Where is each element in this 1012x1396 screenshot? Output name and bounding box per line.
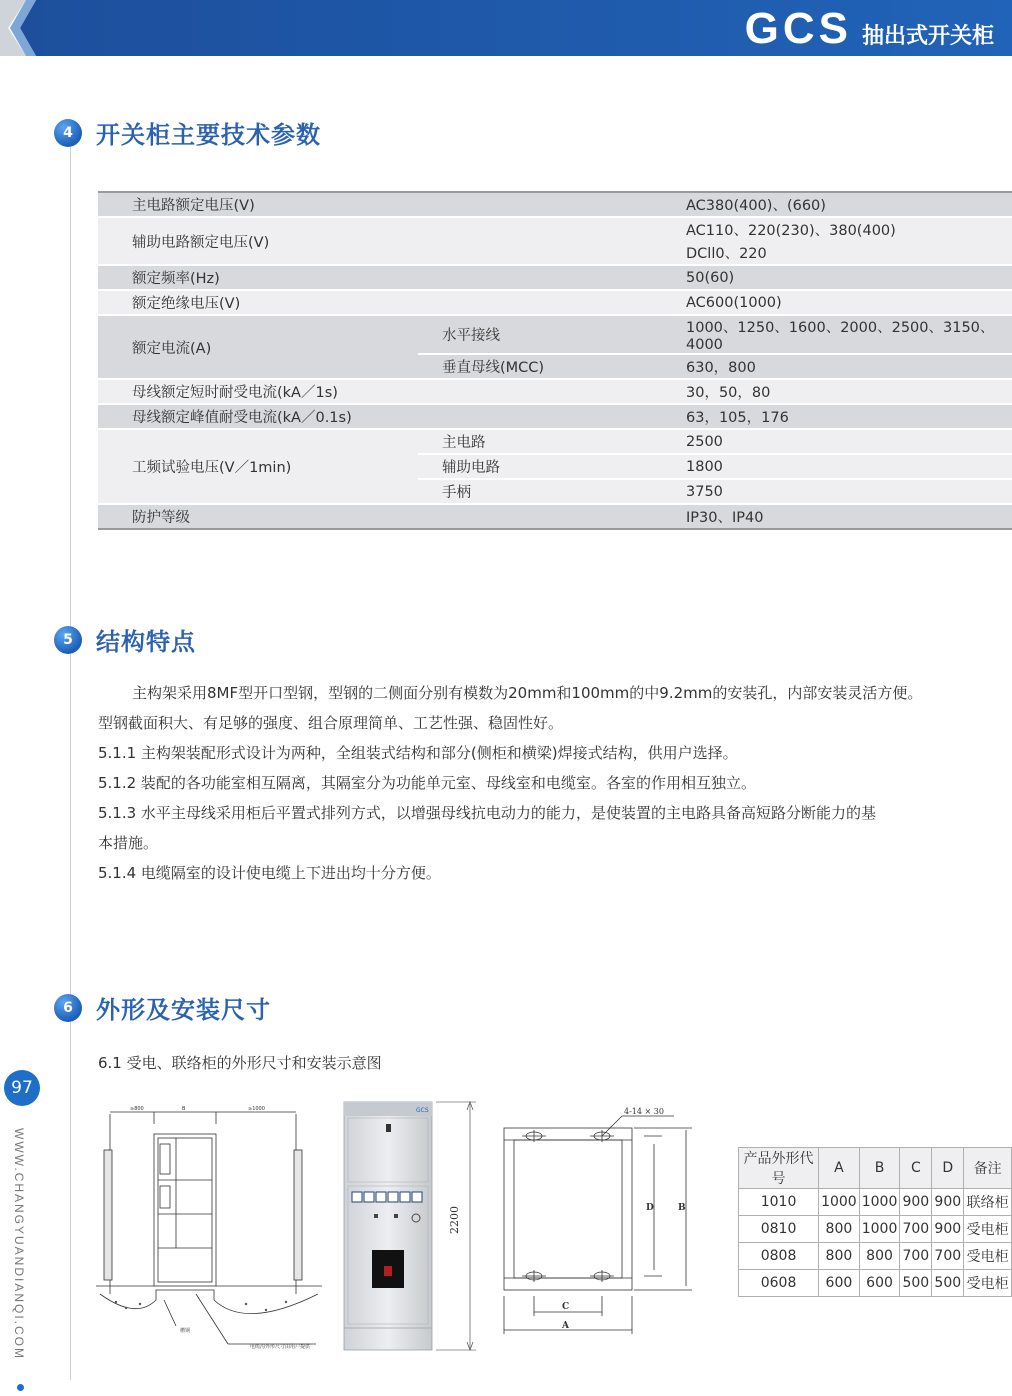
- table-row: [739, 1216, 1012, 1243]
- table-cell: 800: [859, 1243, 900, 1270]
- table-row: [739, 1243, 1012, 1270]
- dimension-table: [738, 1147, 1012, 1297]
- dim-left-label: ≥800: [130, 1106, 144, 1112]
- section-6-number: 6: [54, 994, 82, 1022]
- spec-value: IP30、IP40: [652, 504, 1012, 529]
- spec-row: [98, 290, 1012, 315]
- dim-c-label: C: [562, 1302, 570, 1312]
- spec-sublabel: 主电路: [418, 429, 652, 454]
- header-cell: 产品外形代号: [739, 1148, 819, 1189]
- spec-label: 防护等级: [98, 504, 652, 529]
- dimension-table-header: [739, 1148, 1012, 1189]
- installation-drawing: [96, 1104, 322, 1352]
- spec-label: 额定电流(A): [98, 315, 418, 379]
- table-cell: 700: [932, 1243, 964, 1270]
- header-brand: GCS: [744, 4, 852, 53]
- spec-value: 50(60): [652, 265, 1012, 290]
- paragraph: 本措施。: [98, 834, 159, 852]
- table-cell: 1010: [739, 1189, 819, 1216]
- dim-b-label: B: [182, 1106, 186, 1112]
- spec-label: 额定频率(Hz): [98, 265, 652, 290]
- height-label: 2200: [448, 1206, 461, 1234]
- spec-value: 630，800: [652, 354, 1012, 379]
- page-number: 97: [4, 1070, 40, 1106]
- section-4-heading: [54, 115, 321, 150]
- channel-steel-label: 槽钢: [180, 1328, 191, 1334]
- table-cell: 0808: [739, 1243, 819, 1270]
- spec-sublabel: 辅助电路: [418, 454, 652, 479]
- table-cell: 500: [900, 1270, 932, 1297]
- paragraph: 主构架采用8MF型开口型钢，型钢的二侧面分别有模数为20mm和100mm的中9.2mm的安装孔，内部安装灵活方便。: [132, 684, 923, 702]
- table-cell: 500: [932, 1270, 964, 1297]
- spec-label: 母线额定峰值耐受电流(kA／0.1s): [98, 404, 652, 429]
- cabinet-logo: GCS: [416, 1107, 429, 1114]
- spec-value: 30，50，80: [652, 379, 1012, 404]
- spec-row: [98, 265, 1012, 290]
- table-cell: 受电柜: [964, 1216, 1012, 1243]
- spec-row: [98, 192, 1012, 217]
- table-row: [739, 1270, 1012, 1297]
- header-cell: A: [819, 1148, 860, 1189]
- cable-trench-label: 电缆沟外形尺寸由用户提供: [250, 1344, 311, 1350]
- spec-value: 63，105，176: [652, 404, 1012, 429]
- header-subtitle: 抽出式开关柜: [861, 24, 994, 49]
- base-plan-drawing: [494, 1100, 694, 1340]
- figure-caption: 6.1 受电、联络柜的外形尺寸和安装示意图: [98, 1054, 382, 1072]
- holes-label: 4-14 × 30: [624, 1107, 664, 1116]
- table-cell: 600: [819, 1270, 860, 1297]
- section-5-title: 结构特点: [96, 628, 196, 656]
- spec-value: 2500: [652, 429, 1012, 454]
- header-cell: C: [900, 1148, 932, 1189]
- dim-a-label: A: [562, 1321, 569, 1331]
- spec-label: 额定绝缘电压(V): [98, 290, 652, 315]
- table-cell: 1000: [859, 1189, 900, 1216]
- table-cell: 800: [819, 1216, 860, 1243]
- spec-row: [98, 429, 1012, 454]
- spec-label: 母线额定短时耐受电流(kA／1s): [98, 379, 652, 404]
- spec-sublabel: 手柄: [418, 479, 652, 504]
- spec-label: 工频试验电压(V／1min): [98, 429, 418, 504]
- table-cell: 受电柜: [964, 1270, 1012, 1297]
- dim-d-label: D: [646, 1203, 654, 1213]
- spec-row: [98, 217, 1012, 241]
- header-cell: B: [859, 1148, 900, 1189]
- spec-value: 1800: [652, 454, 1012, 479]
- table-cell: 1000: [859, 1216, 900, 1243]
- dim-right-label: ≥1000: [248, 1106, 265, 1112]
- structure-text: [98, 678, 1012, 888]
- paragraph: 5.1.4 电缆隔室的设计使电缆上下进出均十分方便。: [98, 864, 441, 882]
- table-cell: 800: [819, 1243, 860, 1270]
- spec-row: [98, 379, 1012, 404]
- header-cell: 备注: [964, 1148, 1012, 1189]
- section-6-title: 外形及安装尺寸: [96, 996, 271, 1024]
- table-cell: 受电柜: [964, 1243, 1012, 1270]
- website-url: WWW.CHANGYUANDIANQI.COM: [12, 1128, 26, 1360]
- spec-row: [98, 315, 1012, 354]
- spec-table: [98, 191, 1012, 530]
- spec-label: 主电路额定电压(V): [98, 192, 652, 217]
- spec-row: [98, 504, 1012, 529]
- table-cell: 0608: [739, 1270, 819, 1297]
- paragraph: 5.1.3 水平主母线采用柜后平置式排列方式，以增强母线抗电动力的能力，是使装置的主电路具备高短路分断能力的基: [98, 804, 876, 822]
- table-cell: 900: [932, 1189, 964, 1216]
- header-title: [745, 4, 994, 54]
- spec-value: 3750: [652, 479, 1012, 504]
- table-cell: 联络柜: [964, 1189, 1012, 1216]
- table-cell: 700: [900, 1243, 932, 1270]
- paragraph: 5.1.2 装配的各功能室相互隔离，其隔室分为功能单元室、母线室和电缆室。各室的作用相互独立。: [98, 774, 756, 792]
- paragraph: 5.1.1 主构架装配形式设计为两种，全组装式结构和部分(侧柜和横梁)焊接式结构，供用户选择。: [98, 744, 738, 762]
- section-6-heading: [54, 990, 271, 1025]
- section-5-heading: [54, 622, 196, 657]
- paragraph: 型钢截面积大、有足够的强度、组合原理简单、工艺性强、稳固性好。: [98, 714, 564, 732]
- spec-label: 辅助电路额定电压(V): [98, 217, 652, 265]
- spec-value: DCll0、220: [652, 241, 1012, 265]
- table-cell: 1000: [819, 1189, 860, 1216]
- spec-sublabel: 垂直母线(MCC): [418, 354, 652, 379]
- cabinet-front-image: [340, 1100, 480, 1354]
- rail-dot: [17, 1384, 24, 1391]
- spec-value: AC600(1000): [652, 290, 1012, 315]
- page-header: [0, 0, 1012, 56]
- table-cell: 700: [900, 1216, 932, 1243]
- table-cell: 0810: [739, 1216, 819, 1243]
- spec-value: AC110、220(230)、380(400): [652, 217, 1012, 241]
- spec-row: [98, 404, 1012, 429]
- left-rail-line: [70, 140, 71, 1380]
- section-4-number: 4: [54, 119, 82, 147]
- header-cell: D: [932, 1148, 964, 1189]
- table-cell: 600: [859, 1270, 900, 1297]
- table-cell: 900: [932, 1216, 964, 1243]
- spec-sublabel: 水平接线: [418, 315, 652, 354]
- section-5-number: 5: [54, 626, 82, 654]
- section-4-title: 开关柜主要技术参数: [96, 121, 321, 149]
- dim-b-label: B: [678, 1203, 686, 1213]
- table-cell: 900: [900, 1189, 932, 1216]
- table-row: [739, 1189, 1012, 1216]
- spec-value: AC380(400)、(660): [652, 192, 1012, 217]
- spec-value: 1000、1250、1600、2000、2500、3150、4000: [652, 315, 1012, 354]
